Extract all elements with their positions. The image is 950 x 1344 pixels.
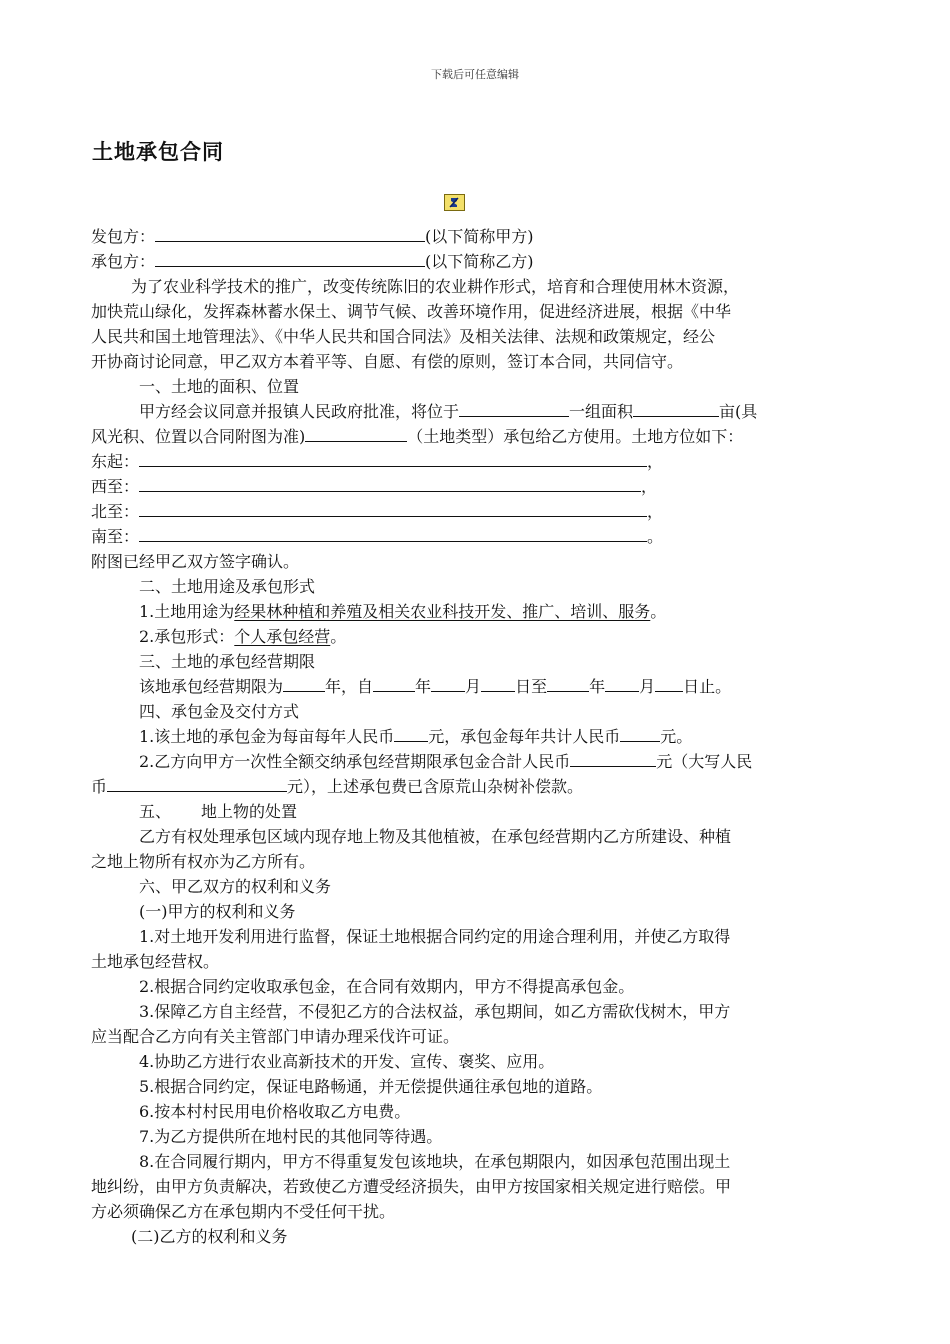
end-year-blank[interactable] [547,674,589,692]
north-blank[interactable] [139,499,647,517]
text: 元。 [660,727,693,746]
total-fee-blank[interactable] [570,749,656,767]
section-number: 五、 [139,802,172,821]
s1-paragraph-line [91,399,861,424]
section-heading-1: 一、土地的面积、位置 [139,377,300,396]
text: 元，承包金每年共计人民币 [428,727,621,746]
text: 风光积、位置以合同附图为准) [91,427,306,446]
start-month-blank[interactable] [431,674,465,692]
section-heading-4: 四、承包金及交付方式 [139,702,300,721]
text: 1.该土地的承包金为每亩每年人民币 [139,727,395,746]
list-item: 8.在合同履行期内，甲方不得重复发包该地块，在承包期限内，如因承包范围出现土 [139,1152,731,1171]
text: 2.承包形式： [139,627,235,646]
party-b-blank[interactable] [155,249,425,267]
text: 月 [639,677,656,696]
text: 年 [589,677,606,696]
page-title: 土地承包合同 [92,140,224,164]
text: ， [647,452,664,471]
s4-item-2 [91,749,861,774]
list-item-cont: 地纠纷，由甲方负责解决，若致使乙方遭受经济损失，由甲方按国家相关规定进行赔偿。甲 [91,1177,732,1196]
s4-item-1 [91,724,861,749]
edit-icon [444,194,465,211]
total-fee-uppercase-blank[interactable] [107,774,287,792]
text: 2.乙方向甲方一次性全额交纳承包经营期限承包金合計人民币 [139,752,571,771]
start-year-blank[interactable] [373,674,415,692]
preamble-line: 人民共和国土地管理法》、《中华人民共和国合同法》及相关法律、法规和政策规定，经公 [91,327,716,346]
text: 。 [647,527,664,546]
north-label: 北至： [91,502,140,521]
east-blank[interactable] [139,449,647,467]
s3-term-line [91,674,861,699]
list-item: 5.根据合同约定，保证电路畅通，并无偿提供通往承包地的道路。 [139,1077,603,1096]
boundary-east [91,449,861,474]
text: 1.土地用途为 [139,602,235,621]
contract-body [91,224,861,1249]
south-label: 南至： [91,527,140,546]
east-label: 东起： [91,452,140,471]
land-use-value: 经果林种植和养殖及相关农业科技开发、推广、培训、服务 [234,602,651,621]
party-b-label: 承包方： [91,252,156,271]
s5-paragraph-line: 乙方有权处理承包区域内现存地上物及其他植被，在承包经营期内乙方所建设、种植 [139,827,732,846]
end-month-blank[interactable] [605,674,639,692]
preamble-line: 加快荒山绿化，发挥森林蓄水保土、调节气候、改善环境作用，促进经济进展，根据《中华 [91,302,732,321]
party-a-blank[interactable] [155,224,425,242]
text: 亩(具 [719,402,758,421]
text: 一组面积 [569,402,634,421]
preamble-line: 开协商讨论同意，甲乙双方本着平等、自愿、有偿的原则，签订本合同，共同信守。 [91,352,684,371]
list-item: 2.根据合同约定收取承包金，在合同有效期内，甲方不得提高承包金。 [139,977,635,996]
s2-item-1 [91,599,861,624]
section-heading-5 [91,799,861,824]
land-type-blank[interactable] [305,424,407,442]
term-years-blank[interactable] [283,674,325,692]
text: 日至 [515,677,548,696]
contract-form-value: 个人承包经营 [234,627,331,646]
s2-item-2 [91,624,861,649]
party-a-label: 发包方： [91,227,156,246]
area-blank[interactable] [633,399,719,417]
party-b-line [91,249,861,274]
s4-item-2-cont [91,774,861,799]
header-note: 下载后可任意编辑 [431,68,519,81]
list-item: 6.按本村村民用电价格收取乙方电费。 [139,1102,411,1121]
s5-paragraph-line: 之地上物所有权亦为乙方所有。 [91,852,316,871]
west-label: 西至： [91,477,140,496]
list-item-cont: 应当配合乙方向有关主管部门申请办理采伐许可证。 [91,1027,460,1046]
subsection-heading-a: (一)甲方的权利和义务 [139,902,296,921]
text: 月 [465,677,482,696]
map-note: 附图已经甲乙双方签字确认。 [91,552,300,571]
south-blank[interactable] [139,524,647,542]
list-item-cont: 方必须确保乙方在承包期内不受任何干扰。 [91,1202,396,1221]
text: 。 [330,627,347,646]
section-title: 地上物的处置 [201,802,298,821]
party-b-suffix: (以下简称乙方) [425,252,534,271]
text: 年，自 [325,677,374,696]
text: 。 [650,602,667,621]
list-item: 3.保障乙方自主经营，不侵犯乙方的合法权益，承包期间，如乙方需砍伐树木，甲方 [139,1002,731,1021]
start-day-blank[interactable] [481,674,515,692]
text: ， [647,502,664,521]
text: ， [641,477,658,496]
boundary-west [91,474,861,499]
text: 元（大写人民 [656,752,753,771]
list-item: 1.对土地开发利用进行监督，保证土地根据合同约定的用途合理利用，并使乙方取得 [139,927,731,946]
text: 该地承包经营期限为 [139,677,284,696]
boundary-south [91,524,861,549]
section-heading-2: 二、土地用途及承包形式 [139,577,316,596]
section-heading-3: 三、土地的承包经营期限 [139,652,316,671]
s1-paragraph-line [91,424,861,449]
list-item-cont: 土地承包经营权。 [91,952,220,971]
subsection-heading-b: (二)乙方的权利和义务 [131,1227,288,1246]
party-a-line [91,224,861,249]
list-item: 4.协助乙方进行农业高新技术的开发、宣传、褒奖、应用。 [139,1052,555,1071]
list-item: 7.为乙方提供所在地村民的其他同等待遇。 [139,1127,443,1146]
preamble-line: 为了农业科学技术的推广，改变传统陈旧的农业耕作形式，培育和合理使用林木资源， [131,277,740,296]
text: 日止。 [683,677,732,696]
west-blank[interactable] [139,474,641,492]
location-blank[interactable] [459,399,569,417]
party-a-suffix: (以下简称甲方) [425,227,534,246]
end-day-blank[interactable] [655,674,683,692]
per-mu-fee-blank[interactable] [394,724,428,742]
text: 元），上述承包费已含原荒山杂树补偿款。 [287,777,584,796]
text: 币 [91,777,108,796]
section-heading-6: 六、甲乙双方的权利和义务 [139,877,332,896]
text: （土地类型）承包给乙方使用。土地方位如下： [407,427,744,446]
annual-total-blank[interactable] [620,724,660,742]
text: 年 [415,677,432,696]
text: 甲方经会议同意并报镇人民政府批准，将位于 [139,402,460,421]
boundary-north [91,499,861,524]
